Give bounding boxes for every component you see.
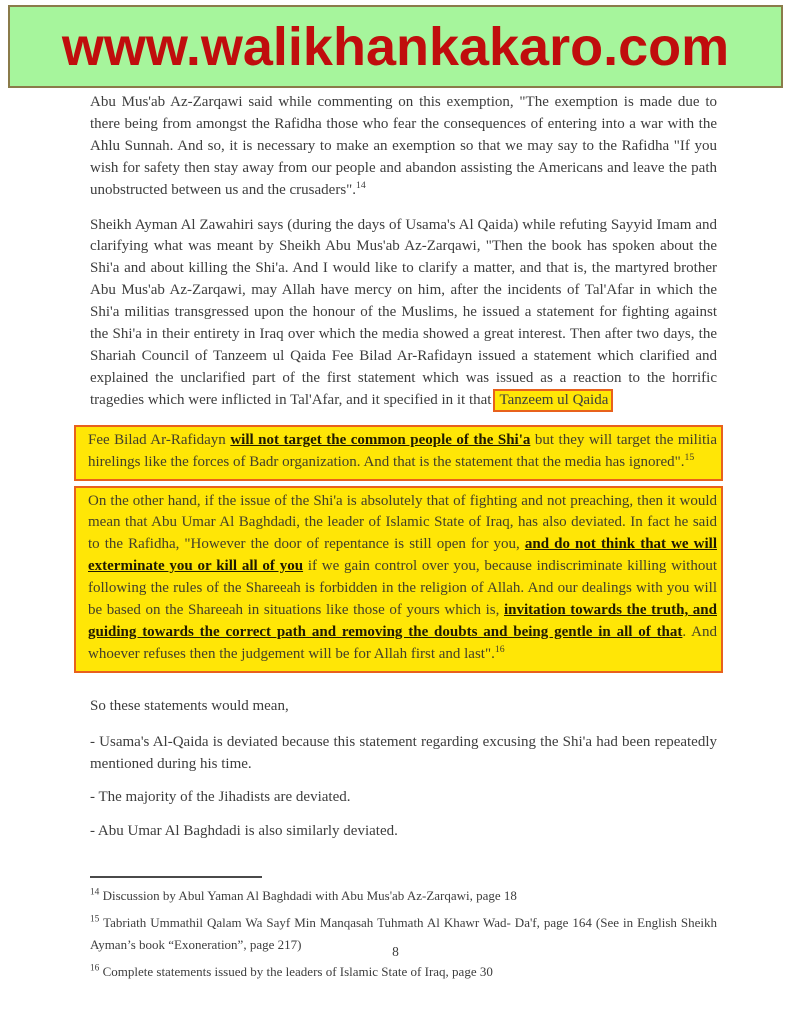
paragraph-zawahiri-refutation — [90, 215, 717, 412]
footnote-14 — [90, 885, 717, 907]
text-segment: Sheikh Ayman Al Zawahiri says (during the days of Usama's Al Qaida) while refuting Sayyid Imam and clarifying what was meant by Sheikh Abu Mus'ab Az-Zarqawi, "Then the book has spoken about the Shi'a and about killing the Shi'a. And I would like to clarify a matter, and that is, the martyred brother Abu Mus'ab Az-Zarqawi, may Allah have mercy on him, after the incidents of Tal'Afar in which the Shi'a militias transgressed upon the honour of the Muslims, he issued a statement for fighting against the Shi'a in their entirety in Iraq over which the media showed a great interest. Then after two days, the Shariah Council of Tanzeem ul Qaida Fee Bilad Ar-Rafidayn issued a statement which clarified and explained the unclarified part of the first statement which was issued as a reaction to the horrific tragedies which were inflicted in Tal'Afar, and it specified in it that — [90, 216, 717, 408]
page-number: 8 — [392, 944, 399, 959]
footnote-separator — [90, 876, 262, 878]
bullet-jihadists: - The majority of the Jihadists are deviated. — [90, 789, 351, 806]
bullet-usama-qaida: - Usama's Al-Qaida is deviated because this statement regarding excusing the Shi'a had been repeatedly mentioned during his time. — [90, 733, 717, 772]
footnote-14-marker: 14 — [90, 887, 100, 898]
statements-intro: So these statements would mean, — [90, 697, 289, 714]
tanzeem-highlight: Tanzeem ul Qaida — [493, 389, 613, 412]
text-segment: and do not think that we will exterminate you or kill all of you — [88, 536, 717, 575]
document-body — [90, 92, 717, 988]
text-segment: Fee Bilad Ar-Rafidayn — [88, 431, 231, 448]
footnote-16-text: Complete statements issued by the leaders of Islamic State of Iraq, page 30 — [99, 964, 493, 980]
paragraph-zarqawi-exemption — [90, 92, 717, 202]
text-segment: Abu Mus'ab Az-Zarqawi said while commenting on this exemption, "The exemption is made due to there being from amongst the Rafidha those who fear the consequences of entering into a war with the Ahlu Sunnah. And so, it is necessary to make an exemption so that we may say to the Rafidha "If you wish for safety then stay away from our people and abandon assisting the Americans and leave the path unobstructed between us and the crusaders". — [90, 94, 717, 198]
text-segment: invitation towards the truth, and guiding towards the correct path and removing the doubts and being gentle in all of that — [88, 602, 717, 640]
footnote-15-marker: 15 — [90, 914, 100, 925]
text-segment: 15 — [684, 451, 695, 463]
text-segment: 16 — [494, 643, 505, 655]
footnote-16-marker: 16 — [90, 963, 100, 974]
text-segment: On the other hand, if the issue of the Shi'a is absolutely that of fighting and not preaching, then it would mean that Abu Umar Al Baghdadi, the leader of Islamic State of Iraq, has also deviated. In fact he said to the Rafidha, "However the door of repentance is still open for you, — [88, 492, 717, 553]
site-url-text: www.walikhankakaro.com — [61, 16, 730, 77]
footnote-15-text: Tabriath Ummathil Qalam Wa Sayf Min Manqasah Tuhmath Al Khawr Wad- Da'f, page 164 (See in English Sheikh Ayman’s book “Exoneration”, page 217) — [90, 915, 717, 953]
footnote-14-text: Discussion by Abul Yaman Al Baghdadi with Abu Mus'ab Az-Zarqawi, page 18 — [99, 888, 517, 904]
text-segment: will not target the common people of the Shi'a — [230, 431, 531, 448]
site-banner — [8, 5, 783, 88]
bullet-abu-umar: - Abu Umar Al Baghdadi is also similarly deviated. — [90, 823, 398, 840]
footnote-16 — [90, 961, 717, 983]
text-segment: . And whoever refuses then the judgement will be for Allah first and last". — [88, 623, 717, 662]
highlight-box-baghdadi-statement — [74, 486, 723, 673]
highlight-box-common-people — [74, 425, 723, 481]
text-segment: but they will target the militia hirelings like the forces of Badr organization. And that is the statement that the media has ignored". — [88, 431, 717, 470]
text-segment: if we gain control over you, because indiscriminate killing without following the rules of the Shareeah is forbidden in the religion of Allah. And our dealings with you will be based on the Shareeah in situations like those of yours which is, — [88, 558, 718, 619]
footnotes-section — [90, 876, 717, 983]
text-segment: 14 — [356, 179, 366, 191]
